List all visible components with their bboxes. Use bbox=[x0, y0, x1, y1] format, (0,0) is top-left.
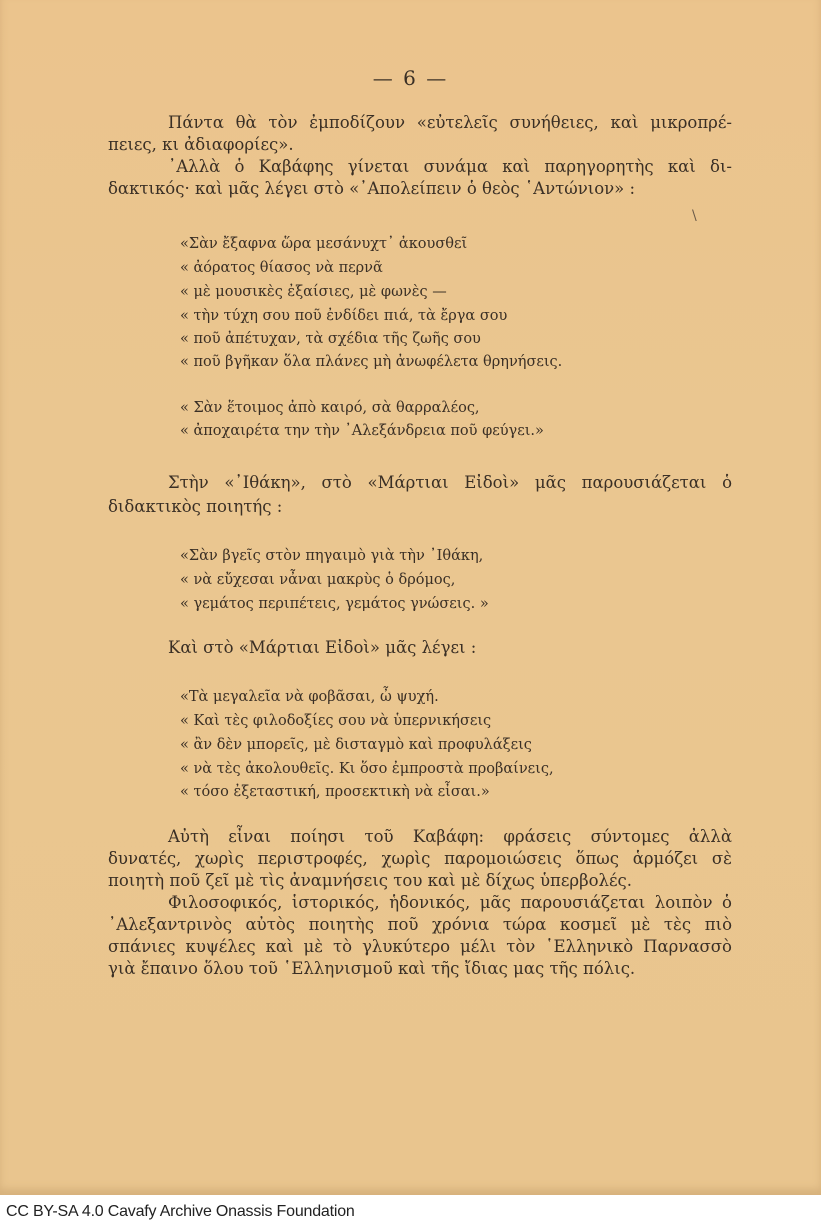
verse4-line2: « Καὶ τὲς φιλοδοξίες σου νὰ ὑπερνικήσεις bbox=[180, 713, 492, 729]
license-credit: CC BY-SA 4.0 Cavafy Archive Onassis Foundation bbox=[6, 1203, 355, 1220]
verse3-line2: « νὰ εὔχεσαι νἆναι μακρὺς ὁ δρόμος, bbox=[180, 572, 456, 588]
verse2-line2: « ἀποχαιρέτα την τὴν ᾿Αλεξάνδρεια ποῦ φεύγει.» bbox=[180, 423, 544, 439]
verse1-line6: « ποῦ βγῆκαν ὅλα πλάνες μὴ ἀνωφέλετα θρηνήσεις. bbox=[180, 354, 563, 370]
verse1-line5: « ποῦ ἀπέτυχαν, τὰ σχέδια τῆς ζωῆς σου bbox=[180, 331, 481, 347]
paragraph1-line1: Πάντα θὰ τὸν ἐμποδίζουν «εὐτελεῖς συνήθειες, καὶ μικροπρέ- bbox=[168, 113, 732, 132]
paragraph3-line1: Στὴν «᾿Ιθάκη», στὸ «Μάρτιαι Εἰδοὶ» μᾶς παρουσιάζεται ὁ bbox=[168, 473, 732, 492]
paragraph1-line2: πειες, κι ἀδιαφορίες». bbox=[108, 135, 294, 154]
verse1-line1: «Σὰν ἔξαφνα ὥρα μεσάνυχτ᾿ ἀκουσθεῖ bbox=[180, 236, 468, 252]
paragraph6-line4: γιὰ ἔπαινο ὅλου τοῦ ῾Ελληνισμοῦ καὶ τῆς ἴδιας μας τῆς πόλις. bbox=[108, 959, 636, 978]
verse1-line3: « μὲ μουσικὲς ἐξαίσιες, μὲ φωνὲς — bbox=[180, 284, 447, 300]
paragraph4: Καὶ στὸ «Μάρτιαι Εἰδοὶ» μᾶς λέγει : bbox=[168, 638, 477, 657]
verse1-line4: « τὴν τύχη σου ποῦ ἐνδίδει πιά, τὰ ἔργα σου bbox=[180, 308, 508, 324]
verse2-line1: « Σὰν ἕτοιμος ἀπὸ καιρό, σὰ θαρραλέος, bbox=[180, 400, 480, 416]
verse4-line4: « νὰ τὲς ἀκολουθεῖς. Κι ὅσο ἐμπροστὰ προβαίνεις, bbox=[180, 761, 554, 777]
paragraph6-line1: Φιλοσοφικός, ἱστορικός, ἡδονικός, μᾶς παρουσιάζεται λοιπὸν ὁ bbox=[168, 893, 732, 912]
paragraph2-line2: δακτικός· καὶ μᾶς λέγει στὸ «᾿Απολείπειν ὁ θεὸς ῾Αντώνιον» : bbox=[108, 179, 636, 198]
paragraph5-line3: ποιητὴ ποῦ ζεῖ μὲ τὶς ἀναμνήσεις του καὶ μὲ δίχως ὑπερβολές. bbox=[108, 871, 633, 890]
verse3-line3: « γεμάτος περιπέτεις, γεμάτος γνώσεις. » bbox=[180, 596, 489, 612]
verse1-line2: « ἀόρατος θίασος νὰ περνᾶ bbox=[180, 260, 383, 276]
stray-pen-mark: \ bbox=[692, 208, 697, 224]
paragraph3-line2: διδακτικὸς ποιητής : bbox=[108, 497, 283, 516]
paragraph5-line1: Αὐτὴ εἶναι ποίησι τοῦ Καβάφη: φράσεις σύντομες ἀλλὰ bbox=[168, 827, 732, 846]
verse3-line1: «Σὰν βγεῖς στὸν πηγαιμὸ γιὰ τὴν ᾿Ιθάκη, bbox=[180, 548, 484, 564]
verse4-line3: « ἂν δὲν μπορεῖς, μὲ δισταγμὸ καὶ προφυλάξεις bbox=[180, 737, 532, 753]
paragraph6-line3: σπάνιες κυψέλες καὶ μὲ τὸ γλυκύτερο μέλι τὸν ῾Ελληνικὸ Παρνασσὸ bbox=[108, 937, 732, 956]
paragraph6-line2: ᾿Αλεξαντρινὸς αὐτὸς ποιητὴς ποῦ χρόνια τώρα κοσμεῖ μὲ τὲς πιὸ bbox=[108, 915, 732, 934]
paragraph5-line2: δυνατές, χωρὶς περιστροφές, χωρὶς παρομοιώσεις ὅπως ἁρμόζει σὲ bbox=[108, 849, 732, 868]
page-number: — 6 — bbox=[372, 66, 449, 90]
verse4-line5: « τόσο ἐξεταστική, προσεκτικὴ νὰ εἶσαι.» bbox=[180, 784, 490, 800]
paragraph2-line1: ᾿Αλλὰ ὁ Καβάφης γίνεται συνάμα καὶ παρηγορητὴς καὶ δι- bbox=[168, 157, 732, 176]
verse4-line1: «Τὰ μεγαλεῖα νὰ φοβᾶσαι, ὦ ψυχή. bbox=[180, 689, 439, 705]
